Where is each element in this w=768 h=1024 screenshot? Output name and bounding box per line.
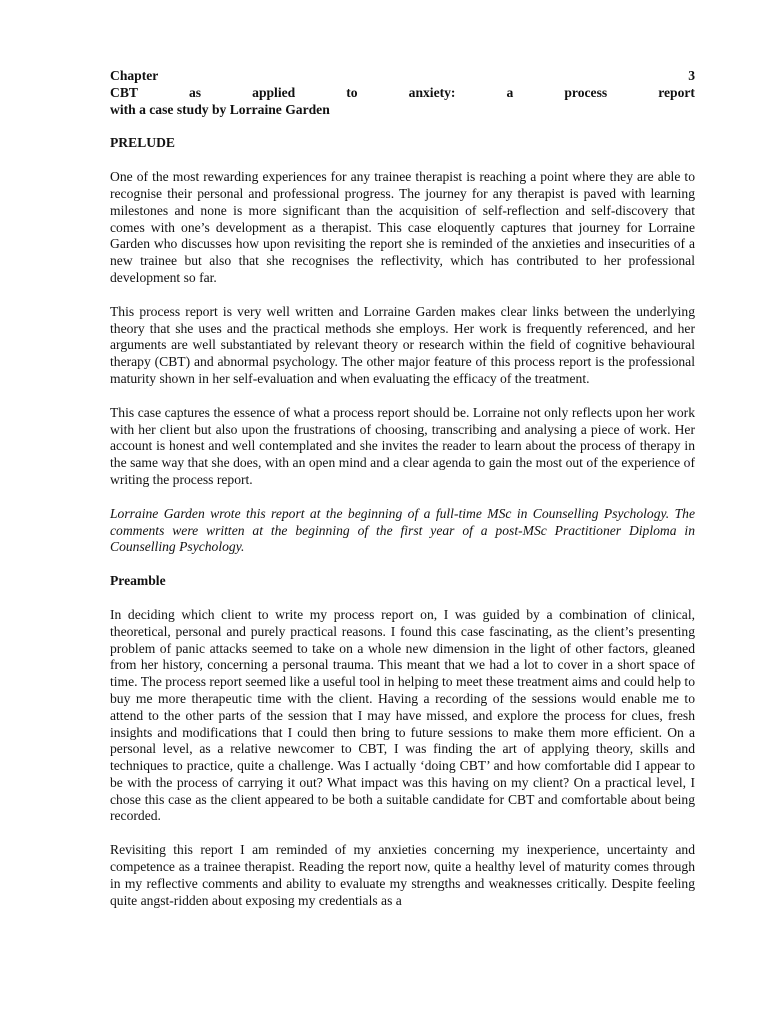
title-word: anxiety: bbox=[408, 84, 456, 100]
title-word: a bbox=[506, 84, 514, 100]
title-word: as bbox=[189, 84, 202, 100]
document-page bbox=[110, 68, 695, 909]
chapter-number: 3 bbox=[688, 68, 695, 83]
prelude-heading: PRELUDE bbox=[110, 135, 175, 151]
title-word: report bbox=[658, 84, 695, 100]
title-word: applied bbox=[252, 84, 296, 100]
preamble-paragraph: In deciding which client to write my process report on, I was guided by a combination of clinical, theoretical, personal and purely practical reasons. I found this case fascinating, as the client’s presenting problem of panic attacks seemed to take on a whole new dimension in the light of other factors, gleaned from her history, concerning a personal trauma. This meant that we had a lot to cover in a short space of time. The process report seemed like a useful tool in helping to meet these treatment aims and could help to buy me more therapeutic time with the client. Having a recording of the sessions would enable me to attend to the other parts of the session that I may have missed, and explore the process for clues, fresh insights and modifications that I could then bring to future sessions to make them more efficient. On a personal level, as a relative newcomer to CBT, I was finding the art of applying theory, skills and techniques to practice, quite a challenge. Was I actually ‘doing CBT’ and how comfortable did I appear to be with the process of carrying it out? What impact was this having on my client? On a practical level, I chose this case as the client appeared to be both a suitable candidate for CBT and comfortable about being recorded. bbox=[110, 606, 695, 824]
preamble-heading: Preamble bbox=[110, 573, 166, 589]
title-word: process bbox=[564, 84, 608, 100]
chapter-title-line-3: with a case study by Lorraine Garden bbox=[110, 101, 330, 117]
prelude-paragraph: One of the most rewarding experiences for any trainee therapist is reaching a point where they are able to recognise their personal and professional progress. The journey for any therapist is paved with learning milestones and none is more significant than the acquisition of self-reflection and self-discovery that comes with one’s development as a therapist. This case eloquently captures that journey for Lorraine Garden who discusses how upon revisiting the report she is reminded of the anxieties and insecurities of a new trainee but also that she recognises the reflectivity, which has contributed to her professional development so far. bbox=[110, 169, 695, 285]
chapter-title-line-2 bbox=[110, 85, 695, 102]
chapter-label: Chapter bbox=[110, 68, 159, 83]
title-word: CBT bbox=[110, 84, 138, 100]
chapter-title-line-1 bbox=[110, 68, 695, 85]
preamble-paragraph: Revisiting this report I am reminded of my anxieties concerning my inexperience, uncertainty and competence as a trainee therapist. Reading the report now, quite a healthy level of maturity comes through in my reflective comments and ability to evaluate my strengths and weaknesses critically. Despite feeling quite angst-ridden about exposing my credentials as a bbox=[110, 842, 695, 908]
prelude-paragraph: This process report is very well written and Lorraine Garden makes clear links between the underlying theory that she uses and the practical methods she employs. Her work is frequently referenced, and her arguments are well substantiated by relevant theory or research within the field of cognitive behavioural therapy (CBT) and abnormal psychology. The other major feature of this process report is the professional maturity shown in her self-evaluation and when evaluating the efficacy of the treatment. bbox=[110, 303, 695, 386]
prelude-paragraph: This case captures the essence of what a process report should be. Lorraine not only reflects upon her work with her client but also upon the frustrations of choosing, transcribing and analysing a piece of work. Her account is honest and well contemplated and she invites the reader to learn about the process of therapy in the same way that she does, with an open mind and a clear agenda to gain the most out of the experience of writing the process report. bbox=[110, 404, 695, 487]
title-word: to bbox=[346, 84, 358, 100]
author-note: Lorraine Garden wrote this report at the beginning of a full-time MSc in Counselling Psychology. The comments were written at the beginning of the first year of a post-MSc Practitioner Diploma in Counselling Psychology. bbox=[110, 505, 695, 555]
